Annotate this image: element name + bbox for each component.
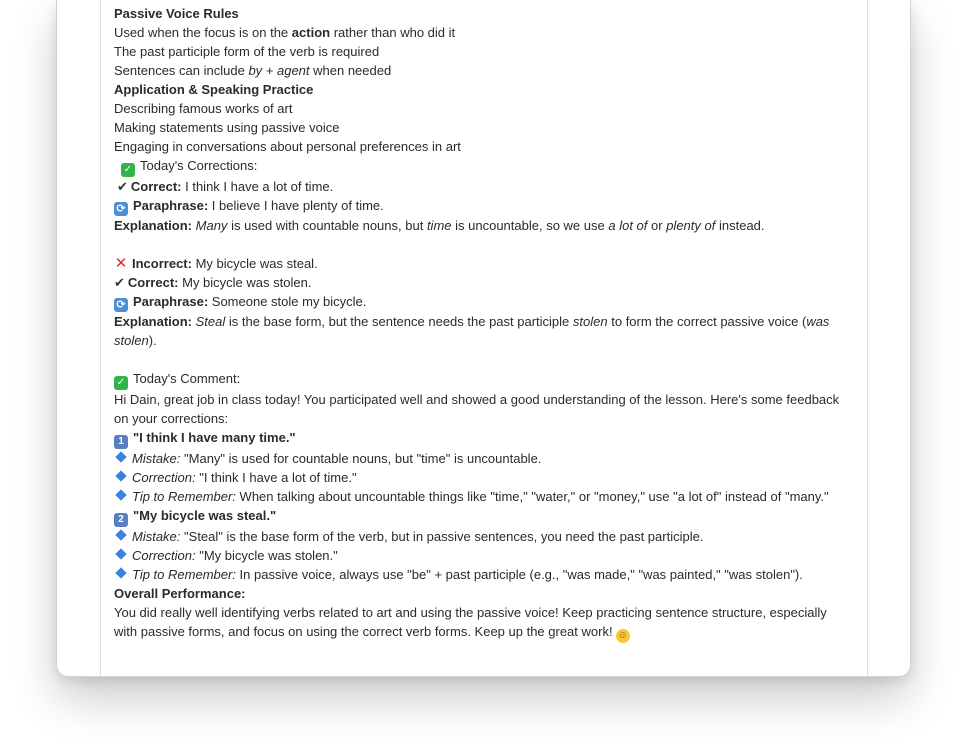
tip-line: Tip to Remember: In passive voice, always use "be" + past participle (e.g., "was made," "was painted," "was stolen"). [114,565,849,584]
spacer [114,235,849,254]
paraphrase-line: ⟳ Paraphrase: I believe I have plenty of time. [114,196,849,216]
check-mark-icon: ✓ [114,376,128,390]
tick-icon: ✔ [117,179,128,194]
correct-line: ✔ Correct: I think I have a lot of time. [117,179,334,194]
blue-diamond-icon [115,489,126,500]
refresh-icon: ⟳ [114,202,128,216]
lesson-notes [114,4,849,643]
item-title: 2 "My bicycle was steal." [114,506,849,527]
cross-icon: ✕ [114,255,128,272]
rule-item: Sentences can include by + agent when needed [114,63,392,78]
app-window [56,0,911,677]
practice-heading: Application & Speaking Practice [114,82,314,97]
practice-item: Making statements using passive voice [114,120,340,135]
correct-line: ✔ Correct: My bicycle was stolen. [114,275,312,290]
incorrect-line: ✕ Incorrect: My bicycle was steal. [114,255,318,272]
corrections-heading: ✓ Today's Corrections: [114,156,849,177]
keycap-two-icon: 2 [114,513,128,527]
comment-heading: ✓ Today's Comment: [114,369,849,390]
blue-diamond-icon [115,548,126,559]
paraphrase-line: ⟳ Paraphrase: Someone stole my bicycle. [114,292,849,312]
mistake-line: Mistake: "Steal" is the base form of the verb, but in passive sentences, you need the past participle. [114,527,849,546]
overall-text: You did really well identifying verbs related to art and using the passive voice! Keep practicing sentence structure, especially with passive forms, and focus on using the correct verb forms. Keep up the great work! ☺ [114,605,827,641]
blue-diamond-icon [115,451,126,462]
smiling-face-icon: ☺ [617,630,628,641]
rules-heading: Passive Voice Rules [114,6,239,21]
tip-line: Tip to Remember: When talking about uncountable things like "time," "water," or "money," use "a lot of" instead of "many." [114,487,849,506]
blue-diamond-icon [115,529,126,540]
practice-item: Describing famous works of art [114,101,293,116]
item-title: 1 "I think I have many time." [114,428,849,449]
correction-line: Correction: "I think I have a lot of time." [114,468,849,487]
rule-item: The past participle form of the verb is required [114,44,380,59]
tick-icon: ✔ [114,275,125,290]
check-mark-icon: ✓ [121,163,135,177]
practice-item: Engaging in conversations about personal preferences in art [114,139,461,154]
mistake-line: Mistake: "Many" is used for countable nouns, but "time" is uncountable. [114,449,849,468]
explanation-line: Explanation: Steal is the base form, but the sentence needs the past participle stolen to form the correct passive voice (was stolen). [114,314,830,348]
overall-heading: Overall Performance: [114,586,246,601]
content-panel [100,0,868,677]
rule-item: Used when the focus is on the action rather than who did it [114,25,456,40]
blue-diamond-icon [115,470,126,481]
spacer [114,350,849,369]
blue-diamond-icon [115,567,126,578]
keycap-one-icon: 1 [114,435,128,449]
correction-line: Correction: "My bicycle was stolen." [114,546,849,565]
comment-intro: Hi Dain, great job in class today! You participated well and showed a good understanding of the lesson. Here's some feedback on your corrections: [114,392,840,426]
refresh-icon: ⟳ [114,298,128,312]
explanation-line: Explanation: Many is used with countable nouns, but time is uncountable, so we use a lot of or plenty of instead. [114,218,765,233]
